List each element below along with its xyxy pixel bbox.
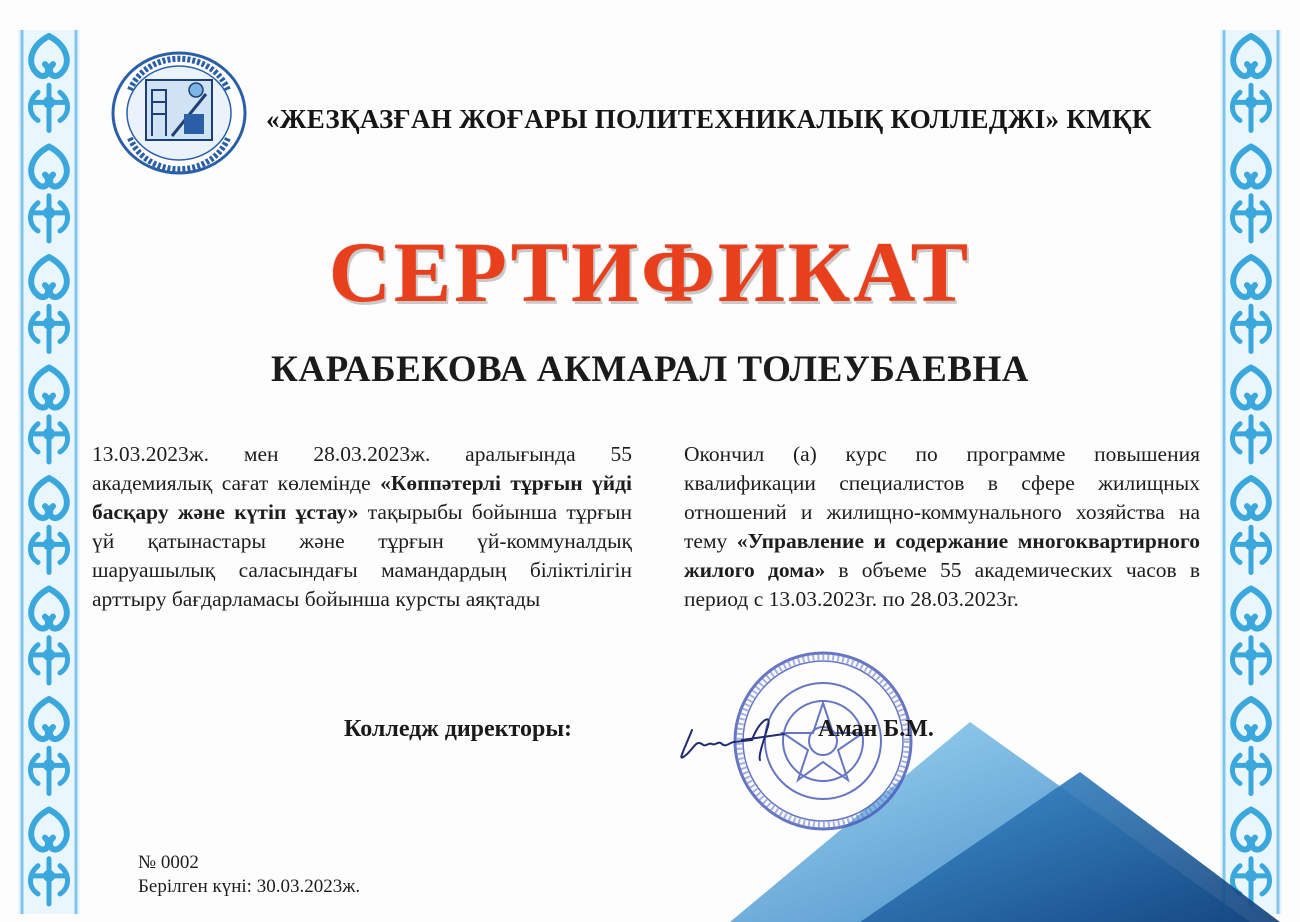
director-signature	[672, 700, 802, 770]
body-kz-intro: 13.03.2023ж. мен 28.03.2023ж. аралығында 55 академиялық сағат көлемінде	[92, 442, 632, 495]
body-text-kazakh	[92, 440, 632, 614]
recipient-name: КАРАБЕКОВА АКМАРАЛ ТОЛЕУБАЕВНА	[271, 349, 1029, 390]
body-kz-course-title: «Көппәтерлі тұрғын үйді басқару және күтіп ұстау»	[92, 471, 632, 524]
body-kz-outro: тақырыбы бойынша тұрғын үй қатынастары және тұрғын үй-коммуналдық шаруашылық саласындағы мамандардың біліктілігін арттыру бағдарламасы бойынша курсты аяқтады	[92, 500, 632, 611]
body-ru-intro: Окончил (а) курс по программе повышения квалификации специалистов в сфере жилищных отношений и жилищно-коммунального хозяйства на тему	[684, 442, 1200, 553]
ornamental-border-left	[18, 30, 80, 914]
body-ru-course-title: «Управление и содержание многоквартирного жилого дома»	[684, 529, 1200, 582]
body-ru-outro: в объеме 55 академических часов в период с 13.03.2023г. по 28.03.2023г.	[684, 558, 1201, 611]
director-name: Аман Б.М.	[818, 716, 934, 742]
certificate-title: СЕРТИФИКАТ	[328, 224, 972, 320]
kazakh-ornament-icon	[18, 30, 80, 914]
college-emblem-icon	[110, 50, 248, 176]
handwritten-signature-icon	[672, 700, 802, 770]
college-name: «ЖЕЗҚАЗҒАН ЖОҒАРЫ ПОЛИТЕХНИКАЛЫҚ КОЛЛЕДЖІ» КМҚК	[266, 104, 1152, 134]
issue-date: Берілген күні: 30.03.2023ж.	[138, 876, 361, 897]
body-text-russian	[684, 440, 1200, 614]
college-logo	[110, 50, 248, 176]
director-label: Колледж директоры:	[344, 716, 573, 742]
certificate-number: № 0002	[138, 852, 199, 873]
